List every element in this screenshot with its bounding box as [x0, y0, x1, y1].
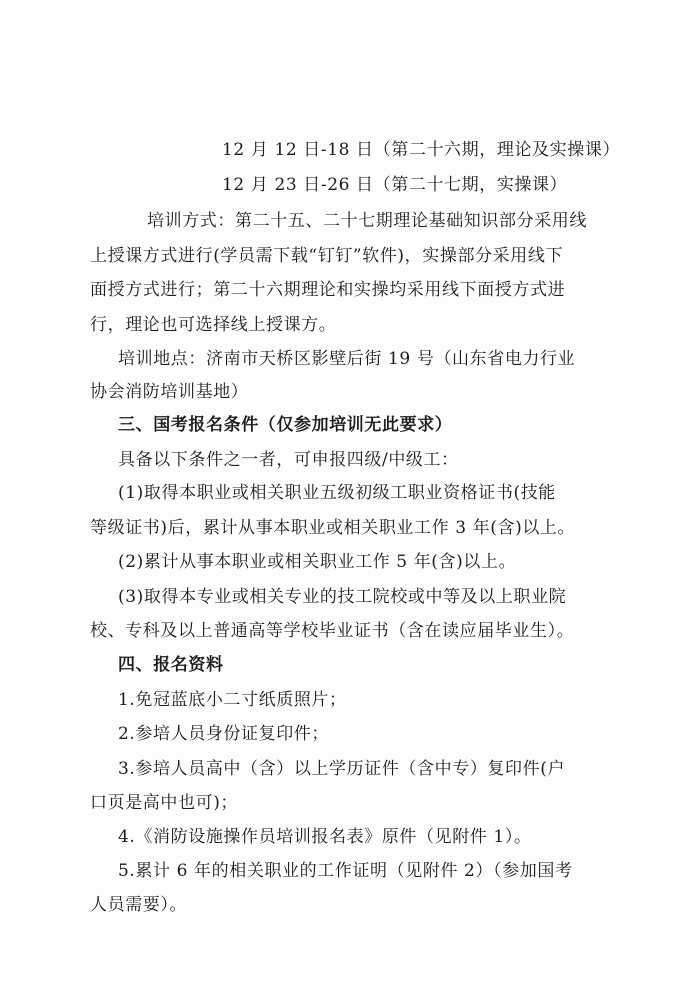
text-line: 5.累计 6 年的相关职业的工作证明（见附件 2）（参加国考 [118, 861, 573, 881]
text-line: 2.参培人员身份证复印件； [118, 724, 330, 744]
text-line: 人员需要）。 [90, 895, 188, 915]
text-line: 3.参培人员高中（含）以上学历证件（含中专）复印件(户 [118, 759, 566, 779]
text-line: 12 月 12 日-18 日（第二十六期，理论及实操课） [222, 140, 621, 160]
text-line: 具备以下条件之一者，可申报四级/中级工： [118, 450, 459, 470]
text-line: 上授课方式进行(学员需下载“钉钉”软件)，实操部分采用线下 [90, 246, 564, 266]
text-line: 1.免冠蓝底小二寸纸质照片； [118, 690, 347, 710]
text-line: 等级证书)后，累计从事本职业或相关职业工作 3 年(含)以上。 [90, 518, 576, 538]
section-heading: 三、国考报名条件（仅参加培训无此要求） [118, 415, 453, 435]
text-line: (1)取得本职业或相关职业五级初级工职业资格证书(技能 [118, 483, 556, 503]
text-line: 培训地点：济南市天桥区影壁后街 19 号（山东省电力行业 [118, 349, 576, 369]
text-line: 校、专科及以上普通高等学校毕业证书（含在读应届毕业生）。 [90, 621, 575, 641]
text-line: 协会消防培训基地） [90, 382, 249, 402]
text-line: 12 月 23 日-26 日（第二十七期，实操课） [222, 175, 568, 195]
text-line: 面授方式进行；第二十六期理论和实操均采用线下面授方式进 [90, 280, 566, 300]
text-line: 行，理论也可选择线上授课方。 [90, 315, 337, 335]
text-line: 口页是高中也可)； [90, 793, 239, 813]
text-line: (3)取得本专业或相关专业的技工院校或中等及以上职业院 [118, 587, 567, 607]
text-line: 培训方式：第二十五、二十七期理论基础知识部分采用线 [147, 211, 587, 231]
text-line: (2)累计从事本职业或相关职业工作 5 年(含)以上。 [118, 552, 517, 572]
text-line: 4.《消防设施操作员培训报名表》原件（见附件 1）。 [118, 827, 532, 847]
section-heading: 四、报名资料 [118, 655, 224, 675]
